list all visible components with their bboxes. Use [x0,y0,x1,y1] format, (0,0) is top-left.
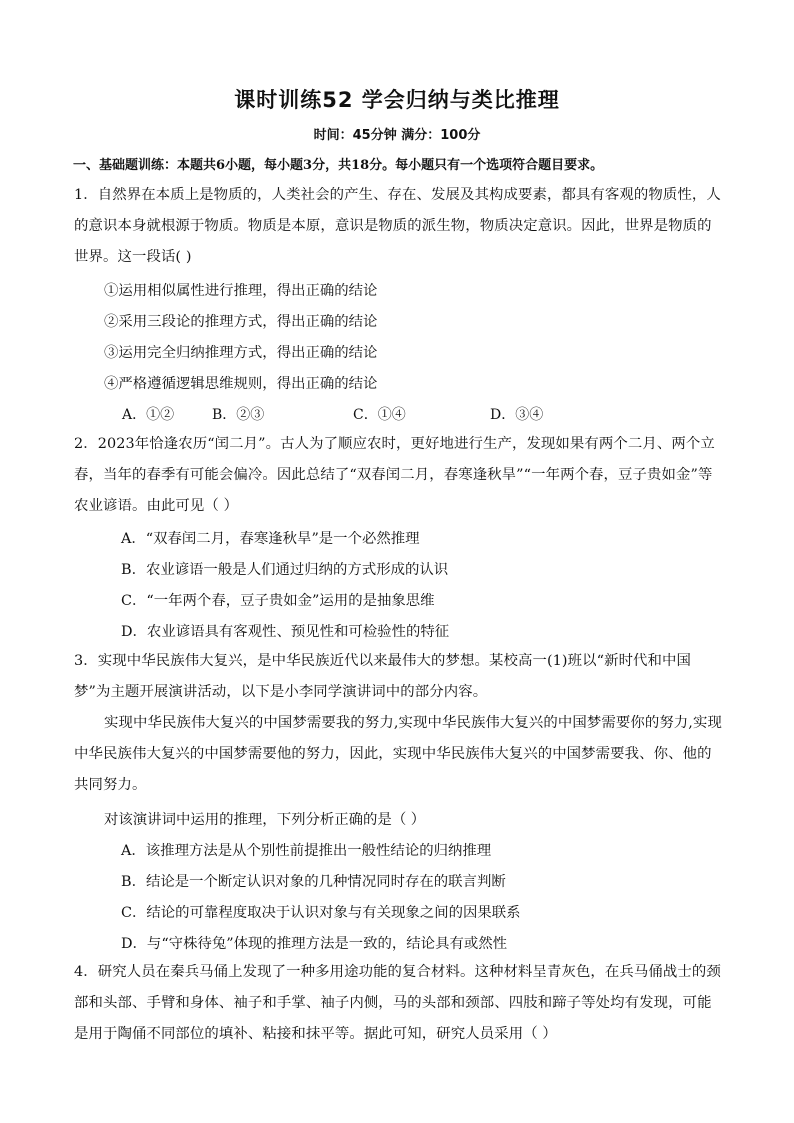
q1-statement-1: ①运用相似属性进行推理，得出正确的结论 [104,283,378,299]
section-heading: 一、基础题训练：本题共6小题，每小题3分，共18分。每小题只有一个选项符合题目要求。 [73,158,604,173]
q3-option-d[interactable]: D．与“守株待兔”体现的推理方法是一致的，结论具有或然性 [121,936,508,952]
q1-statement-3: ③运用完全归纳推理方式，得出正确的结论 [104,345,378,361]
q2-option-a[interactable]: A．“双春闰二月，春寒逢秋旱”是一个必然推理 [121,531,420,547]
q1-choices [0,404,794,426]
question-4-stem: 4．研究人员在秦兵马俑上发现了一种多用途功能的复合材料。这种材料呈青灰色，在兵马俑战士的颈部和头部、手臂和身体、袖子和手掌、袖子内侧，马的头部和颈部、四肢和蹄子等处均有发现，可能是用于陶俑不同部位的填补、粘接和抹平等。据此可知，研究人员采用（ ） [74,964,721,1042]
q3-question: 对该演讲词中运用的推理，下列分析正确的是（ ） [104,812,426,828]
q1-choice-a[interactable]: A．①② [122,407,175,423]
q3-option-b[interactable]: B．结论是一个断定认识对象的几种情况同时存在的联言判断 [121,874,506,890]
q3-option-c[interactable]: C．结论的可靠程度取决于认识对象与有关现象之间的因果联系 [121,905,521,921]
q2-option-d[interactable]: D．农业谚语具有客观性、预见性和可检验性的特征 [121,624,450,640]
q1-statement-2: ②采用三段论的推理方式，得出正确的结论 [104,314,378,330]
q3-option-a[interactable]: A．该推理方法是从个别性前提推出一般性结论的归纳推理 [121,843,492,859]
q2-option-b[interactable]: B．农业谚语一般是人们通过归纳的方式形成的认识 [121,562,449,578]
q1-statement-4: ④严格遵循逻辑思维规则，得出正确的结论 [104,376,378,392]
q1-choice-d[interactable]: D．③④ [490,407,544,423]
time-score-info: 时间：45分钟 满分：100分 [313,128,481,143]
q1-choice-b[interactable]: B．②③ [212,407,265,423]
question-1-stem: 1．自然界在本质上是物质的，人类社会的产生、存在、发展及其构成要素，都具有客观的物质性，人的意识本身就根源于物质。物质是本原，意识是物质的派生物，物质决定意识。因此，世界是物质的世界。这一段话( ) [74,187,721,265]
question-3-stem: 3．实现中华民族伟大复兴，是中华民族近代以来最伟大的梦想。某校高一(1)班以“新时代和中国梦”为主题开展演讲活动，以下是小李同学演讲词中的部分内容。 [74,653,692,700]
page-title: 课时训练52 学会归纳与类比推理 [234,88,560,112]
q1-choice-c[interactable]: C．①④ [353,407,406,423]
question-2-stem: 2．2023年恰逢农历“闰二月”。古人为了顺应农时，更好地进行生产，发现如果有两个二月、两个立春，当年的春季有可能会偏冷。因此总结了“双春闰二月，春寒逢秋旱”“一年两个春，豆子贵如金”等农业谚语。由此可见（ ） [74,436,715,514]
q2-option-c[interactable]: C．“一年两个春，豆子贵如金”运用的是抽象思维 [121,593,435,609]
q3-speech-quote: 实现中华民族伟大复兴的中国梦需要我的努力,实现中华民族伟大复兴的中国梦需要你的努力,实现中华民族伟大复兴的中国梦需要他的努力，因此，实现中华民族伟大复兴的中国梦需要我、你、他的共同努力。 [74,715,722,793]
